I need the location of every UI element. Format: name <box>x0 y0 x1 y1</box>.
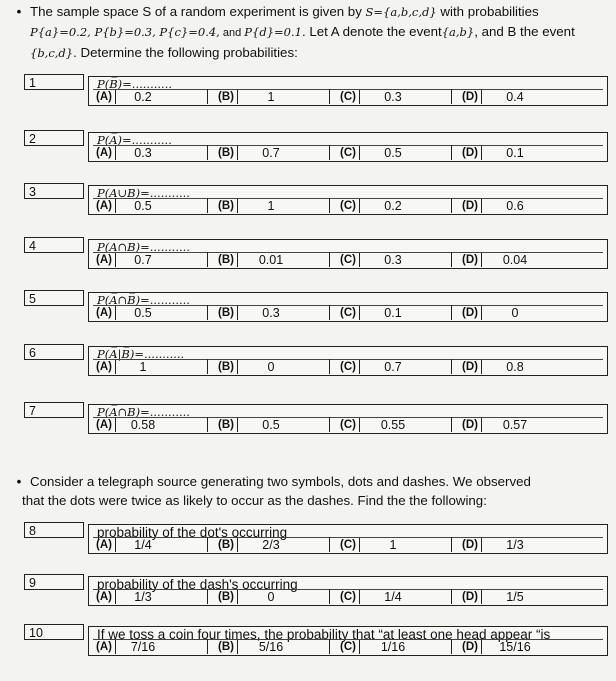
question-number: 7 <box>24 402 84 418</box>
option-value: 0.01 <box>258 253 284 267</box>
question-stem: P(A∪B)=........... <box>97 186 190 200</box>
option-divider <box>329 305 330 320</box>
intro-paragraph-1 <box>8 2 608 63</box>
question-box <box>88 132 608 162</box>
options-row <box>93 360 603 374</box>
question-number: 3 <box>24 183 84 199</box>
option-value: 1 <box>267 199 275 213</box>
option-label: (D) <box>459 146 482 160</box>
option-label: (B) <box>215 253 238 267</box>
option-divider <box>207 639 208 654</box>
option-value: 0.58 <box>130 418 156 432</box>
option-divider <box>451 639 452 654</box>
option-value: 0.57 <box>502 418 528 432</box>
option-label: (C) <box>337 640 360 654</box>
option-value: 0.1 <box>384 306 402 320</box>
options-row <box>93 90 603 104</box>
option-value: 0.8 <box>506 360 524 374</box>
option-value: 0.7 <box>262 146 280 160</box>
question-6 <box>24 344 608 378</box>
intro-text: , and B the event <box>474 24 575 39</box>
intro-paragraph-2 <box>8 472 608 510</box>
question-stem: P(A̅∩B̅)=........... <box>97 293 190 307</box>
question-stem: P(A∩B)=........... <box>97 240 190 254</box>
options-row <box>93 306 603 320</box>
question-number: 5 <box>24 290 84 306</box>
question-8 <box>24 522 608 556</box>
option-divider <box>207 537 208 552</box>
option-label: (D) <box>459 90 482 104</box>
question-7 <box>24 402 608 436</box>
question-box <box>88 404 608 434</box>
question-stem: P(A̅|B̅)=........... <box>97 347 185 361</box>
option-divider <box>207 305 208 320</box>
options-row <box>93 199 603 213</box>
option-divider <box>329 537 330 552</box>
intro-1-line-2 <box>8 22 608 43</box>
intro-text: that the dots were twice as likely to occur as the dashes. Find the the following: <box>22 493 487 508</box>
option-value: 1/4 <box>384 590 402 604</box>
option-value: 2/3 <box>262 538 280 552</box>
question-stem: probability of the dot's occurring <box>97 525 288 540</box>
intro-math: S={a,b,c,d} <box>365 5 437 19</box>
option-value: 0.1 <box>506 146 524 160</box>
options-row <box>93 538 603 552</box>
option-divider <box>451 89 452 104</box>
question-9 <box>24 574 608 608</box>
option-value: 1/3 <box>506 538 524 552</box>
option-value: 0 <box>267 590 275 604</box>
option-label: (A) <box>93 90 116 104</box>
option-label: (A) <box>93 253 116 267</box>
option-label: (A) <box>93 538 116 552</box>
option-value: 0.2 <box>134 90 152 104</box>
option-label: (C) <box>337 146 360 160</box>
option-label: (D) <box>459 418 482 432</box>
option-label: (B) <box>215 306 238 320</box>
option-label: (A) <box>93 306 116 320</box>
option-label: (A) <box>93 640 116 654</box>
option-divider <box>451 198 452 213</box>
option-label: (A) <box>93 590 116 604</box>
question-stem: P(A̅∩B)=........... <box>97 405 190 419</box>
option-divider <box>207 417 208 432</box>
option-value: 1/16 <box>380 640 406 654</box>
option-value: 0.4 <box>506 90 524 104</box>
question-number: 9 <box>24 574 84 590</box>
option-label: (D) <box>459 360 482 374</box>
question-box <box>88 524 608 554</box>
options-row <box>93 146 603 160</box>
question-box <box>88 346 608 376</box>
option-label: (C) <box>337 199 360 213</box>
option-label: (C) <box>337 590 360 604</box>
intro-text: The sample space S of a random experiment is given by <box>30 4 366 19</box>
question-stem: P(B̅)=........... <box>97 77 173 91</box>
option-value: 0.04 <box>502 253 528 267</box>
question-box <box>88 185 608 215</box>
option-label: (B) <box>215 590 238 604</box>
option-value: 0.5 <box>384 146 402 160</box>
option-label: (C) <box>337 253 360 267</box>
intro-text: with probabilities <box>436 4 539 19</box>
option-divider <box>451 537 452 552</box>
bullet-icon: • <box>16 474 22 489</box>
options-row <box>93 418 603 432</box>
option-value: 0.6 <box>506 199 524 213</box>
intro-math: P{d}=0.1 <box>244 25 302 39</box>
intro-math: {a,b} <box>441 25 475 39</box>
option-divider <box>329 359 330 374</box>
option-divider <box>329 89 330 104</box>
question-stem: probability of the dash's occurring <box>97 577 298 592</box>
option-label: (D) <box>459 640 482 654</box>
question-2 <box>24 130 608 164</box>
option-label: (D) <box>459 538 482 552</box>
question-5 <box>24 290 608 324</box>
option-label: (C) <box>337 90 360 104</box>
option-value: 0.7 <box>134 253 152 267</box>
option-value: 0.3 <box>134 146 152 160</box>
option-value: 0.3 <box>262 306 280 320</box>
question-4 <box>24 237 608 271</box>
intro-2-line-2 <box>8 491 608 510</box>
option-divider <box>207 252 208 267</box>
option-label: (A) <box>93 360 116 374</box>
option-label: (C) <box>337 360 360 374</box>
question-box <box>88 626 608 656</box>
option-label: (A) <box>93 146 116 160</box>
intro-2-line-1 <box>8 472 608 491</box>
option-divider <box>451 589 452 604</box>
option-divider <box>451 305 452 320</box>
option-divider <box>329 639 330 654</box>
question-number: 2 <box>24 130 84 146</box>
option-divider <box>451 252 452 267</box>
question-number: 10 <box>24 624 84 640</box>
option-divider <box>207 198 208 213</box>
question-stem: If we toss a coin four times, the probability that “at least one head appear “is <box>97 627 551 642</box>
option-divider <box>207 89 208 104</box>
option-value: 1 <box>389 538 397 552</box>
option-divider <box>207 359 208 374</box>
question-3 <box>24 183 608 217</box>
option-value: 0.2 <box>384 199 402 213</box>
option-label: (A) <box>93 418 116 432</box>
option-value: 0.3 <box>384 90 402 104</box>
option-label: (C) <box>337 538 360 552</box>
intro-text: and <box>219 27 245 39</box>
options-row <box>93 253 603 267</box>
intro-1-line-1 <box>8 2 608 22</box>
option-divider <box>329 252 330 267</box>
option-label: (C) <box>337 418 360 432</box>
intro-text: Consider a telegraph source generating two symbols, dots and dashes. We observed <box>30 474 531 489</box>
question-number: 1 <box>24 74 84 90</box>
option-value: 15/16 <box>499 640 531 654</box>
option-label: (D) <box>459 253 482 267</box>
question-1 <box>24 74 608 108</box>
option-value: 1/3 <box>134 590 152 604</box>
option-divider <box>451 145 452 160</box>
options-row <box>93 640 603 654</box>
option-value: 0.3 <box>384 253 402 267</box>
option-label: (B) <box>215 640 238 654</box>
intro-math: P{a}=0.2, P{b}=0.3, P{c}=0.4, <box>30 25 220 39</box>
question-box <box>88 76 608 106</box>
question-number: 4 <box>24 237 84 253</box>
option-divider <box>451 417 452 432</box>
option-label: (A) <box>93 199 116 213</box>
option-label: (B) <box>215 90 238 104</box>
option-divider <box>329 145 330 160</box>
option-label: (B) <box>215 146 238 160</box>
option-label: (B) <box>215 199 238 213</box>
option-label: (D) <box>459 590 482 604</box>
option-value: 0.55 <box>380 418 406 432</box>
option-label: (D) <box>459 199 482 213</box>
options-row <box>93 590 603 604</box>
option-value: 1/4 <box>134 538 152 552</box>
option-label: (C) <box>337 306 360 320</box>
bullet-icon: • <box>16 4 22 19</box>
option-value: 0 <box>511 306 519 320</box>
question-box <box>88 576 608 606</box>
question-stem: P(A̅)=........... <box>97 133 172 147</box>
option-value: 7/16 <box>130 640 156 654</box>
option-value: 1 <box>267 90 275 104</box>
option-label: (D) <box>459 306 482 320</box>
intro-text: . Let A denote the event <box>301 24 442 39</box>
question-number: 8 <box>24 522 84 538</box>
option-value: 0.5 <box>262 418 280 432</box>
option-label: (B) <box>215 418 238 432</box>
option-value: 0.5 <box>134 199 152 213</box>
option-value: 0 <box>267 360 275 374</box>
option-divider <box>329 198 330 213</box>
option-label: (B) <box>215 538 238 552</box>
intro-math: {b,c,d} <box>30 46 74 60</box>
option-divider <box>451 359 452 374</box>
option-divider <box>329 417 330 432</box>
question-box <box>88 239 608 269</box>
option-value: 1 <box>139 360 147 374</box>
option-divider <box>329 589 330 604</box>
question-10 <box>24 624 608 658</box>
intro-1-line-3 <box>8 43 608 63</box>
question-box <box>88 292 608 322</box>
option-divider <box>207 145 208 160</box>
question-number: 6 <box>24 344 84 360</box>
option-value: 0.7 <box>384 360 402 374</box>
option-value: 0.5 <box>134 306 152 320</box>
option-value: 1/5 <box>506 590 524 604</box>
option-label: (B) <box>215 360 238 374</box>
intro-text: . Determine the following probabilities: <box>73 45 298 60</box>
option-value: 5/16 <box>258 640 284 654</box>
option-divider <box>207 589 208 604</box>
